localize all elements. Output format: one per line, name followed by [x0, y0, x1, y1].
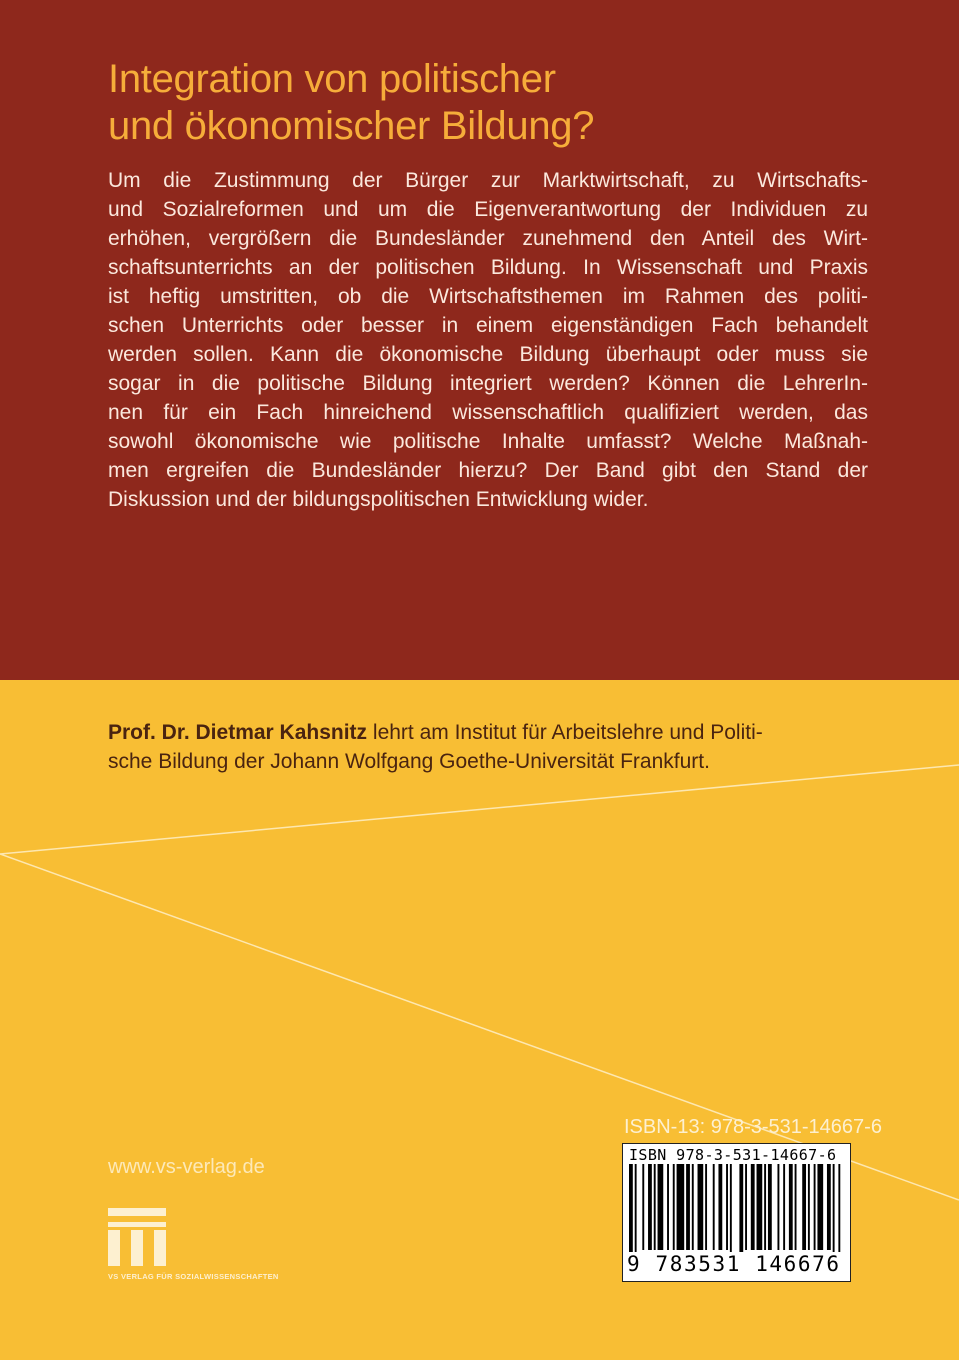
barcode-bar	[713, 1164, 715, 1250]
title-line-1: Integration von politischer	[108, 57, 556, 101]
barcode-bar	[795, 1164, 797, 1250]
barcode-bar	[814, 1164, 816, 1250]
barcode-bar	[718, 1164, 722, 1250]
barcode-bar	[642, 1164, 644, 1250]
barcode-bar	[686, 1164, 690, 1250]
barcode-bar	[751, 1164, 755, 1250]
isbn-label: ISBN-13: 978-3-531-14667-6	[624, 1116, 882, 1138]
barcode-isbn-text: ISBN 978-3-531-14667-6	[629, 1146, 837, 1164]
barcode-digits: 9 783531 146676	[627, 1252, 841, 1276]
description-line: nen für ein Fach hinreichend wissenschaftlich qualifiziert werden, das	[108, 401, 868, 424]
barcode-bar	[777, 1164, 779, 1250]
barcode-bars	[629, 1164, 846, 1260]
barcode-bar	[698, 1164, 704, 1250]
barcode-bar	[745, 1164, 747, 1250]
publisher-logo-icon	[108, 1208, 166, 1266]
decorative-line	[0, 765, 959, 854]
barcode-bar	[764, 1164, 766, 1250]
barcode-bar	[635, 1164, 637, 1260]
barcode-bar	[817, 1164, 823, 1250]
description-line: und Sozialreformen und um die Eigenverantwortung der Individuen zu	[108, 198, 868, 221]
isbn-barcode	[622, 1143, 851, 1282]
barcode-bar	[673, 1164, 675, 1250]
author-line-1	[108, 718, 853, 747]
barcode-bar	[677, 1164, 685, 1250]
barcode-bar	[654, 1164, 656, 1250]
description-line: men ergreifen die Bundesländer hierzu? Der Band gibt den Stand der	[108, 459, 868, 482]
author-line-1-rest: lehrt am Institut für Arbeitslehre und Politi-	[367, 721, 763, 744]
author-bio	[108, 718, 853, 776]
barcode-bar	[667, 1164, 669, 1250]
description-line: Diskussion und der bildungspolitischen Entwicklung wider.	[108, 488, 649, 511]
publisher-url[interactable]: www.vs-verlag.de	[108, 1156, 265, 1178]
description-line: Um die Zustimmung der Bürger zur Marktwirtschaft, zu Wirtschafts-	[108, 169, 868, 192]
barcode-bar	[658, 1164, 664, 1250]
barcode-bar	[827, 1164, 831, 1250]
description-line: sowohl ökonomische wie politische Inhalte umfasst? Welche Maßnah-	[108, 430, 868, 453]
book-description	[108, 166, 868, 514]
title-line-2: und ökonomischer Bildung?	[108, 104, 595, 148]
barcode-bar	[802, 1164, 806, 1250]
barcode-bar	[768, 1164, 772, 1250]
barcode-bar	[757, 1164, 763, 1250]
author-name: Prof. Dr. Dietmar Kahsnitz	[108, 721, 368, 744]
barcode-bar	[838, 1164, 840, 1260]
description-line: erhöhen, vergrößern die Bundesländer zunehmend den Anteil des Wirt-	[108, 227, 868, 250]
barcode-bar	[808, 1164, 810, 1250]
description-line: schaftsunterrichts an der politischen Bildung. In Wissenschaft und Praxis	[108, 256, 868, 279]
barcode-bar	[629, 1164, 633, 1260]
publisher-logo-text: VS VERLAG FÜR SOZIALWISSENSCHAFTEN	[108, 1272, 279, 1281]
description-line: sogar in die politische Bildung integriert werden? Können die LehrerIn-	[108, 372, 868, 395]
barcode-bar	[705, 1164, 707, 1250]
description-line: ist heftig umstritten, ob die Wirtschaftsthemen im Rahmen des politi-	[108, 285, 868, 308]
author-line-2: sche Bildung der Johann Wolfgang Goethe-Universität Frankfurt.	[108, 750, 710, 773]
book-title	[108, 56, 908, 150]
description-line: schen Unterrichts oder besser in einem eigenständigen Fach behandelt	[108, 314, 868, 337]
barcode-bar	[726, 1164, 728, 1250]
barcode-bar	[648, 1164, 652, 1250]
barcode-bar	[789, 1164, 793, 1250]
barcode-bar	[730, 1164, 732, 1260]
description-line: werden sollen. Kann die ökonomische Bildung überhaupt oder muss sie	[108, 343, 868, 366]
barcode-bar	[692, 1164, 694, 1250]
barcode-bar	[739, 1164, 743, 1260]
barcode-bar	[783, 1164, 785, 1250]
barcode-bar	[833, 1164, 835, 1260]
